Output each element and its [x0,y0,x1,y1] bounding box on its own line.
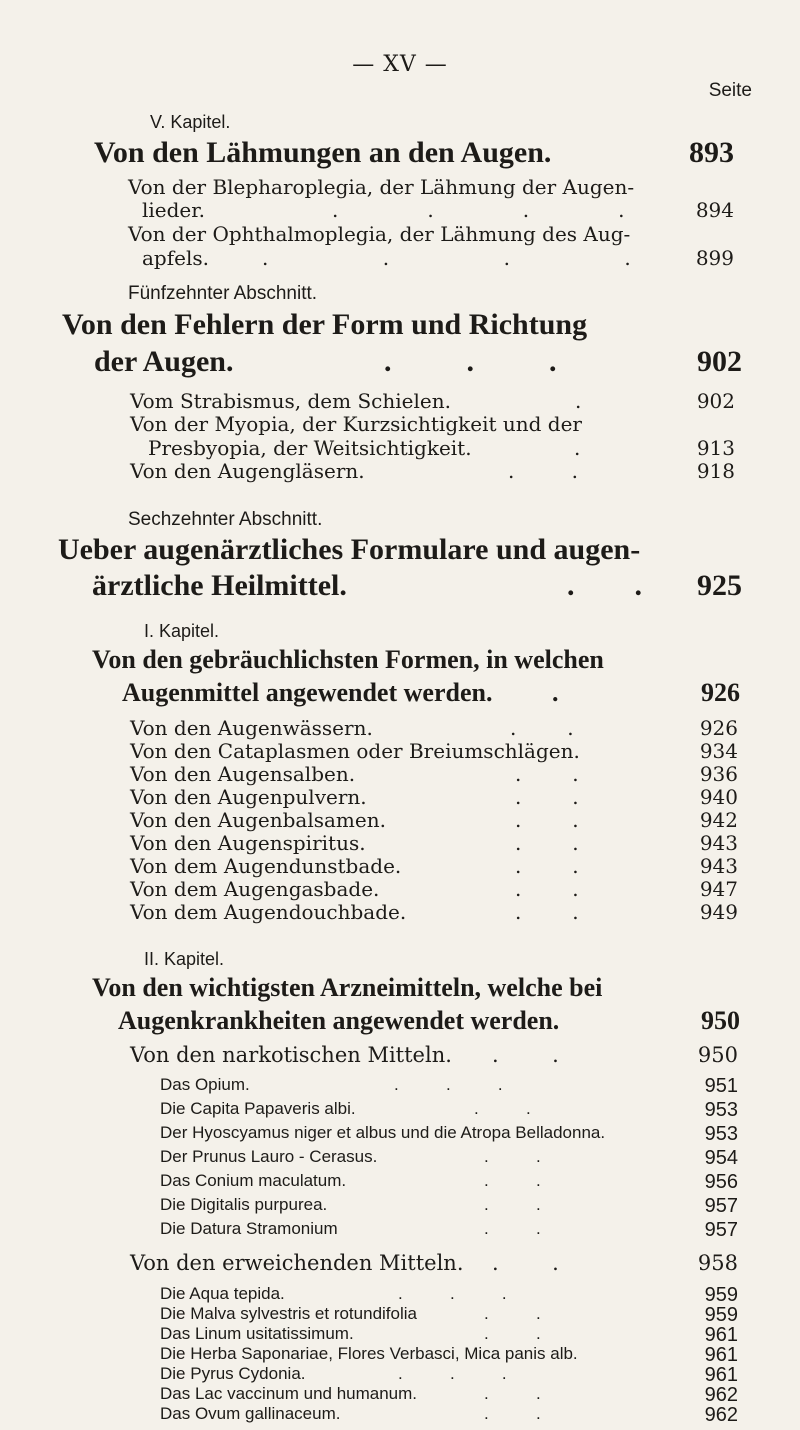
leader-dots: . . [508,459,578,483]
entry-text: Von den erweichenden Mitteln. [130,1251,464,1275]
page-ref: 949 [699,900,738,924]
leader-dots: . . [484,1324,541,1343]
entry-text: Presbyopia, der Weitsichtigkeit. [148,436,472,460]
leader-dots: . . [515,900,579,924]
leader-dots: . . [484,1304,541,1323]
page-ref: 961 [704,1344,738,1366]
entry-text: Die Capita Papaveris albi. [160,1099,356,1118]
heading-text: Von den wichtigsten Arzneimitteln, welche bei [92,973,603,1002]
entry-text: Das Linum usitatissimum. [160,1324,354,1343]
page-ref: 942 [699,808,738,832]
page-ref: 940 [699,785,738,809]
entry-text: Von den Augengläsern. [130,459,365,483]
entry-text: Von der Ophthalmoplegia, der Lähmung des Aug- [128,222,631,246]
leader-dots: . . [515,831,579,855]
entry-text: apfels. [142,246,209,270]
leader-dots: . . [492,1043,559,1067]
entry-text: Von den Cataplasmen oder Breiumschlägen. [130,739,580,763]
leader-dots: . . [492,1251,559,1275]
page-ref: 936 [699,762,738,786]
entry-text: Der Hyoscyamus niger et albus und die Atropa Belladonna. [160,1123,606,1142]
page-ref: 899 [695,246,734,270]
heading-text: Augenkrankheiten angewendet werden. [118,1006,560,1035]
page-ref: 953 [704,1099,738,1121]
chapter-label: II. Kapitel. [144,949,225,969]
page-ref: 925 [697,569,742,602]
leader-dots: . . . [398,1364,507,1383]
entry-text: Von dem Augengasbade. [130,877,380,901]
seite-label: Seite [708,80,752,101]
page-ref: 902 [697,345,742,378]
page-ref: 893 [689,136,734,169]
entry-text: Das Conium maculatum. [160,1171,347,1190]
page-ref: 961 [704,1364,738,1386]
leader-dots: . . [515,808,579,832]
entry-text: Der Prunus Lauro - Cerasus. [160,1147,378,1166]
entry-text: Die Aqua tepida. [160,1284,285,1303]
page-ref: 962 [704,1404,738,1426]
leader-dots: . . . [398,1284,507,1303]
heading-text: ärztliche Heilmittel. [92,569,347,602]
leader-dots: . [575,389,582,413]
page-ref: 954 [704,1147,738,1169]
entry-text: Von dem Augendunstbade. [130,854,402,878]
entry-text: Von den Augensalben. [130,762,356,786]
page-ref: 943 [699,854,738,878]
page-ref: 959 [704,1304,738,1326]
leader-dots: . . . [384,345,557,378]
leader-dots: . . [515,785,579,809]
page-ref: 956 [704,1171,738,1193]
section-label: Sechzehnter Abschnitt. [128,509,323,530]
page-ref: 962 [704,1384,738,1406]
leader-dots: . . [484,1195,541,1214]
leader-dots: . . . [394,1075,503,1094]
leader-dots: . . [484,1384,541,1403]
entry-text: Die Datura Stramonium [160,1219,338,1238]
entry-text: Von den Augenspiritus. [130,831,366,855]
entry-text: Das Ovum gallinaceum. [160,1404,341,1423]
entry-text: Von der Myopia, der Kurzsichtigkeit und der [130,412,582,436]
leader-dots: . . [515,762,579,786]
entry-text: Die Pyrus Cydonia. [160,1364,306,1383]
page-ref: 943 [699,831,738,855]
leader-dots: . [552,678,559,707]
leader-dots: . [574,436,581,460]
leader-dots: . . . . [262,246,631,270]
page-ref: 926 [701,678,740,707]
leader-dots: . . [484,1171,541,1190]
page-ref: 950 [697,1043,738,1067]
page-ref: 957 [704,1219,738,1241]
page-ref: 913 [696,436,735,460]
chapter-label: I. Kapitel. [144,621,220,641]
entry-text: Von den Augenbalsamen. [130,808,386,832]
heading-text: Von den gebräuchlichsten Formen, in welchen [92,645,604,674]
page-ref: 959 [704,1284,738,1306]
entry-text: Die Herba Saponariae, Flores Verbasci, Mica panis alb. [160,1344,578,1363]
page-ref: 957 [704,1195,738,1217]
section-label: Fünfzehnter Abschnitt. [128,283,318,304]
page-ref: 918 [696,459,735,483]
leader-dots: . . [515,854,579,878]
leader-dots: . . [515,877,579,901]
entry-text: Die Malva sylvestris et rotundifolia [160,1304,417,1323]
page-ref: 947 [699,877,738,901]
heading-text: der Augen. [94,345,234,378]
chapter-label: V. Kapitel. [150,112,231,132]
entry-text: Das Lac vaccinum und humanum. [160,1384,418,1403]
entry-text: lieder. [142,198,205,222]
leader-dots: . . [484,1147,541,1166]
entry-text: Das Opium. [160,1075,250,1094]
page-ref: 958 [697,1251,738,1275]
page-ref: 953 [704,1123,738,1145]
leader-dots: . . . . [332,198,625,222]
entry-text: Von dem Augendouchbade. [130,900,407,924]
entry-text: Die Digitalis purpurea. [160,1195,328,1214]
page-ref: 950 [701,1006,740,1035]
heading-text: Von den Lähmungen an den Augen. [94,136,552,169]
entry-text: Von der Blepharoplegia, der Lähmung der Augen- [128,175,635,199]
page-ref: 894 [695,198,734,222]
heading-text: Ueber augenärztliches Formulare und augen- [58,533,641,566]
leader-dots: . . [567,569,642,602]
page-ref: 951 [704,1075,738,1097]
heading-text: Augenmittel angewendet werden. [122,678,493,707]
leader-dots: . . [484,1219,541,1238]
entry-text: Vom Strabismus, dem Schielen. [130,389,451,413]
page-ref: 934 [699,739,738,763]
page-ref: 926 [699,716,738,740]
leader-dots: . . [510,716,574,740]
entry-text: Von den Augenpulvern. [130,785,367,809]
leader-dots: . . [484,1404,541,1423]
page-number-header: — XV — [352,52,448,77]
leader-dots: . . [474,1099,531,1118]
page-ref: 961 [704,1324,738,1346]
entry-text: Von den Augenwässern. [130,716,373,740]
page-ref: 902 [696,389,735,413]
entry-text: Von den narkotischen Mitteln. [130,1043,452,1067]
heading-text: Von den Fehlern der Form und Richtung [62,308,588,341]
